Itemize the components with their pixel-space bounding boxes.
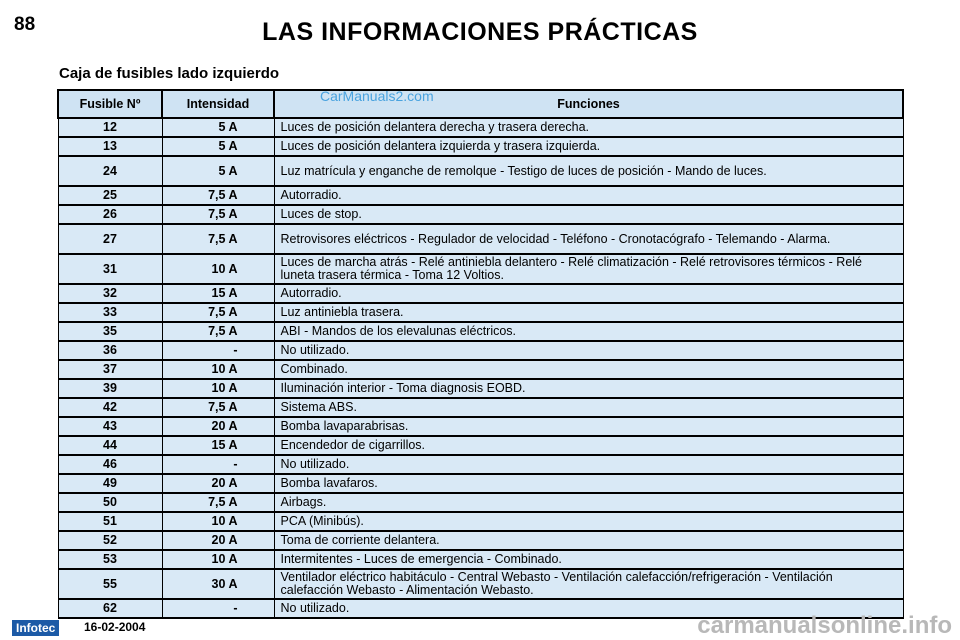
fuse-number-cell: 32 (58, 284, 162, 303)
amperage-cell: 20 A (162, 474, 274, 493)
fuse-number-cell: 53 (58, 550, 162, 569)
fuse-number-cell: 26 (58, 205, 162, 224)
amperage-cell: 20 A (162, 531, 274, 550)
amperage-cell: 10 A (162, 550, 274, 569)
table-row (58, 455, 903, 474)
watermark-top: CarManuals2.com (320, 88, 434, 104)
fuse-number-cell: 31 (58, 254, 162, 284)
function-cell: Toma de corriente delantera. (274, 531, 903, 550)
amperage-cell: - (162, 455, 274, 474)
fuse-number-cell: 27 (58, 224, 162, 254)
table-row (58, 531, 903, 550)
table-row (58, 474, 903, 493)
column-header-amperage: Intensidad (162, 90, 274, 118)
table-row (58, 341, 903, 360)
amperage-cell: 30 A (162, 569, 274, 599)
amperage-cell: 5 A (162, 118, 274, 137)
amperage-cell: 15 A (162, 284, 274, 303)
amperage-cell: 7,5 A (162, 322, 274, 341)
fuse-number-cell: 62 (58, 599, 162, 618)
amperage-cell: 7,5 A (162, 303, 274, 322)
table-row (58, 118, 903, 137)
table-row (58, 224, 903, 254)
function-cell: No utilizado. (274, 341, 903, 360)
amperage-cell: 5 A (162, 156, 274, 186)
function-cell: Luces de posición delantera izquierda y trasera izquierda. (274, 137, 903, 156)
fuse-number-cell: 52 (58, 531, 162, 550)
amperage-cell: 7,5 A (162, 186, 274, 205)
table-row (58, 137, 903, 156)
table-row (58, 254, 903, 284)
column-header-functions: Funciones (274, 90, 903, 118)
function-cell: Sistema ABS. (274, 398, 903, 417)
function-cell: Autorradio. (274, 186, 903, 205)
amperage-cell: 20 A (162, 417, 274, 436)
fuse-number-cell: 33 (58, 303, 162, 322)
function-cell: Combinado. (274, 360, 903, 379)
watermark-bottom: carmanualsonline.info (697, 612, 952, 639)
fuse-number-cell: 36 (58, 341, 162, 360)
amperage-cell: 7,5 A (162, 224, 274, 254)
fuse-number-cell: 39 (58, 379, 162, 398)
amperage-cell: 10 A (162, 254, 274, 284)
table-row (58, 417, 903, 436)
page-title: LAS INFORMACIONES PRÁCTICAS (262, 18, 698, 46)
function-cell: No utilizado. (274, 599, 903, 618)
function-cell: Iluminación interior - Toma diagnosis EOBD. (274, 379, 903, 398)
fuse-number-cell: 12 (58, 118, 162, 137)
function-cell: Bomba lavaparabrisas. (274, 417, 903, 436)
function-cell: Ventilador eléctrico habitáculo - Central Webasto - Ventilación calefacción/refrigeración - Ventilación calefacción Webasto - Alimentación Webasto. (274, 569, 903, 599)
fuse-table (57, 89, 904, 619)
amperage-cell: 7,5 A (162, 205, 274, 224)
table-row (58, 322, 903, 341)
table-row (58, 569, 903, 599)
function-cell: Intermitentes - Luces de emergencia - Combinado. (274, 550, 903, 569)
fuse-number-cell: 44 (58, 436, 162, 455)
function-cell: Airbags. (274, 493, 903, 512)
fuse-number-cell: 13 (58, 137, 162, 156)
table-row (58, 360, 903, 379)
fuse-rows (58, 118, 903, 618)
fuse-number-cell: 50 (58, 493, 162, 512)
function-cell: Luces de posición delantera derecha y trasera derecha. (274, 118, 903, 137)
function-cell: Autorradio. (274, 284, 903, 303)
footer-date: 16-02-2004 (84, 620, 146, 634)
amperage-cell: 10 A (162, 379, 274, 398)
amperage-cell: - (162, 341, 274, 360)
fuse-number-cell: 37 (58, 360, 162, 379)
amperage-cell: 5 A (162, 137, 274, 156)
function-cell: Luz antiniebla trasera. (274, 303, 903, 322)
table-row (58, 205, 903, 224)
amperage-cell: - (162, 599, 274, 618)
table-row (58, 379, 903, 398)
function-cell: Luces de marcha atrás - Relé antiniebla delantero - Relé climatización - Relé retrovisores térmicos - Relé luneta trasera térmica - Toma 12 Voltios. (274, 254, 903, 284)
function-cell: Bomba lavafaros. (274, 474, 903, 493)
table-row (58, 284, 903, 303)
function-cell: Luz matrícula y enganche de remolque - Testigo de luces de posición - Mando de luces. (274, 156, 903, 186)
function-cell: Luces de stop. (274, 205, 903, 224)
table-header-row (58, 90, 903, 118)
table-row (58, 186, 903, 205)
function-cell: No utilizado. (274, 455, 903, 474)
fuse-number-cell: 46 (58, 455, 162, 474)
fuse-number-cell: 35 (58, 322, 162, 341)
amperage-cell: 10 A (162, 512, 274, 531)
table-row (58, 550, 903, 569)
table-row (58, 512, 903, 531)
infotec-logo: Infotec (12, 620, 59, 636)
fuse-number-cell: 43 (58, 417, 162, 436)
fuse-number-cell: 55 (58, 569, 162, 599)
table-row (58, 436, 903, 455)
fuse-number-cell: 25 (58, 186, 162, 205)
table-row (58, 398, 903, 417)
fuse-number-cell: 51 (58, 512, 162, 531)
section-title: Caja de fusibles lado izquierdo (59, 65, 280, 82)
table-row (58, 493, 903, 512)
amperage-cell: 10 A (162, 360, 274, 379)
amperage-cell: 7,5 A (162, 493, 274, 512)
table-row (58, 156, 903, 186)
function-cell: PCA (Minibús). (274, 512, 903, 531)
fuse-number-cell: 42 (58, 398, 162, 417)
page-number: 88 (14, 14, 36, 35)
fuse-number-cell: 49 (58, 474, 162, 493)
column-header-fuse: Fusible Nº (58, 90, 162, 118)
amperage-cell: 15 A (162, 436, 274, 455)
function-cell: ABI - Mandos de los elevalunas eléctricos. (274, 322, 903, 341)
amperage-cell: 7,5 A (162, 398, 274, 417)
fuse-number-cell: 24 (58, 156, 162, 186)
function-cell: Encendedor de cigarrillos. (274, 436, 903, 455)
function-cell: Retrovisores eléctricos - Regulador de velocidad - Teléfono - Cronotacógrafo - Telemando - Alarma. (274, 224, 903, 254)
table-row (58, 303, 903, 322)
